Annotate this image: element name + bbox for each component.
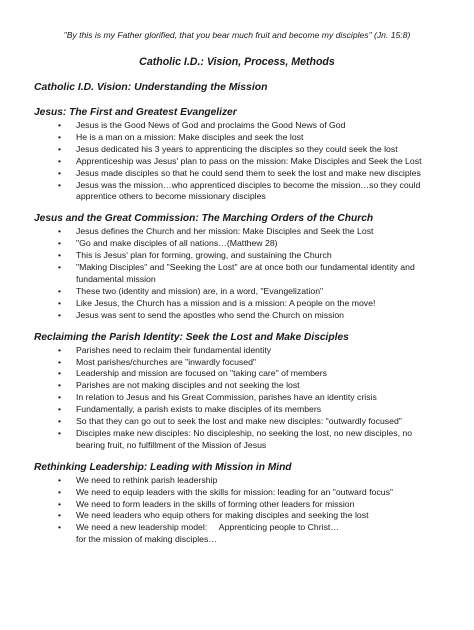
section-great-commission (34, 212, 440, 321)
list-item: • Apprenticeship was Jesus' plan to pass on the mission: Make Disciples and Seek the Lost (58, 155, 422, 166)
bullet-list (34, 475, 440, 546)
section-heading: Jesus: The First and Greatest Evangelizer (34, 107, 237, 118)
bullet-list (34, 226, 440, 321)
list-item: • We need to rethink parish leadership (58, 474, 218, 485)
list-item: • We need to form leaders in the skills of forming other leaders for mission (58, 498, 355, 509)
document-title: Catholic I.D.: Vision, Process, Methods (139, 56, 335, 68)
bullet-icon: • (58, 309, 62, 320)
bullet-icon: • (58, 344, 62, 355)
list-item: • Fundamentally, a parish exists to make disciples of its members (58, 404, 322, 415)
bullet-icon: • (58, 380, 62, 391)
bullet-icon: • (58, 120, 62, 130)
section-parish-identity (34, 331, 440, 452)
bullet-icon: • (58, 368, 62, 379)
epigraph-quote: "By this is my Father glorified, that you bear much fruit and become my disciples" (Jn. 15:8) (63, 30, 411, 40)
bullet-icon: • (58, 131, 62, 142)
section-heading: Jesus and the Great Commission: The Marching Orders of the Church (34, 213, 374, 225)
list-item: • In relation to Jesus and his Great Commission, parishes have an identity crisis (58, 392, 377, 403)
list-item: • Jesus was sent to send the apostles who send the Church on mission (58, 309, 345, 320)
section-jesus-evangelizer (34, 106, 440, 203)
bullet-list (34, 345, 440, 452)
list-item: • Jesus dedicated his 3 years to apprenticing the disciples so they could seek the lost (58, 143, 398, 154)
bullet-icon: • (58, 392, 62, 403)
list-item: • We need to equip leaders with the skills for mission: leading for an "outward focus" (58, 486, 393, 497)
bullet-icon: • (58, 250, 62, 261)
bullet-icon: • (58, 155, 62, 166)
section-rethinking-leadership (34, 461, 440, 546)
list-item: • Parishes are not making disciples and not seeking the lost (58, 380, 300, 391)
bullet-icon: • (58, 416, 62, 427)
vision-heading: Catholic I.D. Vision: Understanding the Mission (34, 82, 268, 93)
bullet-icon: • (58, 356, 62, 367)
bullet-icon: • (58, 510, 62, 521)
bullet-icon: • (58, 498, 62, 509)
list-item: • Disciples make new disciples: No discipleship, no seeking the lost, no new disciples, no bearing fruit, no fulfillment of the Mission of Jesus (58, 427, 413, 450)
bullet-icon: • (58, 427, 62, 438)
list-item: • Jesus was the mission…who apprenticed disciples to become the mission…so they could apprentice others to become missionary disciples (58, 179, 421, 202)
list-item: • Most parishes/churches are "inwardly focused" (58, 356, 256, 367)
list-item: • We need leaders who equip others for making disciples and seeking the lost (58, 510, 369, 521)
bullet-icon: • (58, 474, 62, 485)
list-item: • So that they can go out to seek the lost and make new disciples: "outwardly focused" (58, 416, 402, 427)
bullet-icon: • (58, 226, 62, 237)
bullet-list (34, 120, 440, 203)
bullet-icon: • (58, 486, 62, 497)
list-item: • "Making Disciples" and "Seeking the Lost" are at once both our fundamental identity and fundamental mission (58, 262, 415, 284)
section-heading: Rethinking Leadership: Leading with Mission in Mind (34, 461, 292, 473)
list-item: • Jesus is the Good News of God and proclaims the Good News of God (58, 120, 346, 130)
list-item: • These two (identity and mission) are, in a word, "Evangelization" (58, 285, 324, 296)
list-item: • Parishes need to reclaim their fundamental identity (58, 344, 272, 355)
bullet-icon: • (58, 179, 62, 190)
bullet-icon: • (58, 262, 62, 273)
bullet-icon: • (58, 143, 62, 154)
bullet-icon: • (58, 404, 62, 415)
bullet-icon: • (58, 297, 62, 308)
list-item: • We need a new leadership model: Apprenticing people to Christ… (58, 522, 340, 533)
section-heading: Reclaiming the Parish Identity: Seek the Lost and Make Disciples (34, 331, 349, 343)
list-item: • Like Jesus, the Church has a mission and is a mission: A people on the move! (58, 297, 376, 308)
bullet-icon: • (58, 522, 62, 533)
list-item: • "Go and make disciples of all nations…(Matthew 28) (58, 238, 278, 249)
list-item-continuation: for the mission of making disciples… (76, 534, 217, 545)
list-item: • This is Jesus' plan for forming, growing, and sustaining the Church (58, 250, 332, 261)
list-item: • Leadership and mission are focused on "taking care" of members (58, 368, 328, 379)
bullet-icon: • (58, 167, 62, 178)
bullet-icon: • (58, 285, 62, 296)
list-item: • Jesus defines the Church and her mission: Make Disciples and Seek the Lost (58, 226, 374, 237)
bullet-icon: • (58, 238, 62, 249)
list-item: • Jesus made disciples so that he could send them to seek the lost and make new disciples (58, 167, 421, 178)
list-item: • He is a man on a mission: Make disciples and seek the lost (58, 131, 304, 142)
